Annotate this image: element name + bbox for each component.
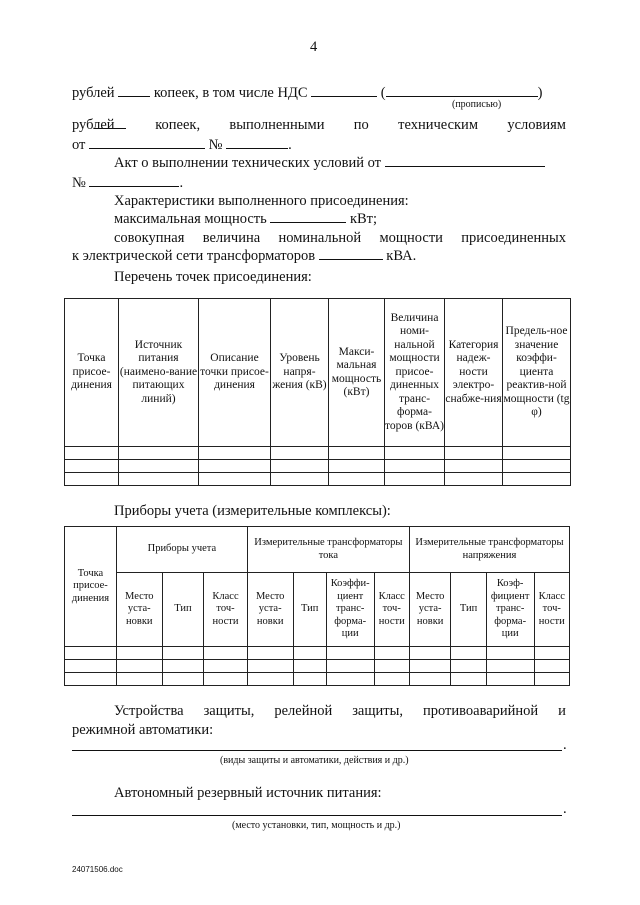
header-cell: Место уста-новки (247, 573, 293, 647)
rubles-blank-2[interactable] (94, 116, 126, 129)
max-power-unit: кВт; (349, 211, 378, 227)
header-cell: Класс точ-ности (204, 573, 248, 647)
protection-word: и (558, 703, 566, 719)
header-cell: Коэф-фициент транс-форма-ции (486, 573, 534, 647)
metering-devices-table (64, 526, 570, 686)
protection-line-1 (114, 702, 566, 720)
paren-open: ( (380, 85, 386, 101)
rubles-blank[interactable] (118, 84, 150, 97)
kopecks-word: копеек, (155, 117, 201, 133)
number-blank[interactable] (226, 136, 288, 149)
kopecks-vat-label: копеек, в том числе НДС (153, 85, 308, 101)
header-cell-point: Точка присое-динения (65, 527, 117, 647)
protection-word: защиты, (352, 703, 403, 719)
header-group-meters: Приборы учета (116, 527, 247, 573)
header-cell: Уровень напря-жения (кВ) (271, 299, 329, 447)
protection-word: Устройства (114, 703, 184, 719)
header-group-current-transformers: Измерительные трансформаторы тока (247, 527, 409, 573)
header-cell: Категория надеж-ности электро-снабже-ния (445, 299, 503, 447)
tech-conditions-line (72, 136, 292, 154)
max-power-line (114, 210, 377, 228)
aggregate-line-2 (72, 247, 416, 265)
header-cell: Тип (451, 573, 486, 647)
aggregate-line-1: совокупная величина номинальной мощности присоединенных (114, 230, 566, 246)
performed-word: выполненными (229, 117, 325, 133)
header-cell: Тип (293, 573, 326, 647)
table-row (65, 460, 571, 473)
header-cell: Класс точ-ности (534, 573, 569, 647)
table-subheader-row (65, 573, 570, 647)
header-cell: Точка присое-динения (65, 299, 119, 447)
header-group-voltage-transformers: Измерительные трансформаторы напряжения (409, 527, 569, 573)
in-words-caption: (прописью) (452, 99, 502, 110)
technical-word: техническим (398, 117, 478, 133)
header-cell: Величина номи-нальной мощности присое-диненных транс-форма-торов (кВА) (385, 299, 445, 447)
number-sign: № (208, 137, 223, 153)
header-cell: Место уста-новки (116, 573, 162, 647)
reserve-source-label: Автономный резервный источник питания: (114, 785, 382, 801)
header-cell: Предель-ное значение коэффи-циента реактив-ной мощности (tg φ) (503, 299, 571, 447)
page-number: 4 (310, 39, 318, 55)
table-header-row (65, 299, 571, 447)
conditions-word: условиям (507, 117, 566, 133)
header-cell: Источник питания (наимено-вание питающих линий) (119, 299, 199, 447)
table-row (65, 447, 571, 460)
characteristics-heading: Характеристики выполненного присоединения: (114, 193, 409, 209)
act-number-line (72, 174, 183, 192)
max-power-blank[interactable] (270, 210, 346, 223)
rubles-label: рублей (72, 85, 115, 101)
act-date-blank[interactable] (385, 154, 545, 167)
table-row (65, 473, 571, 486)
aggregate-label: к электрической сети трансформаторов (72, 248, 316, 264)
table-row (65, 660, 570, 673)
vat-blank[interactable] (311, 84, 377, 97)
header-cell: Класс точ-ности (374, 573, 409, 647)
protection-word: релейной (274, 703, 333, 719)
in-words-blank[interactable] (386, 84, 538, 97)
act-label: Акт о выполнении технических условий от (114, 155, 382, 171)
table-row (65, 647, 570, 660)
header-cell: Макси-мальная мощность (кВт) (329, 299, 385, 447)
reserve-blank-line[interactable] (72, 815, 562, 816)
paren-close: ) (537, 85, 543, 101)
header-cell: Описание точки присое-динения (199, 299, 271, 447)
protection-word: противоаварийной (422, 703, 539, 719)
period: . (288, 137, 292, 153)
act-number-blank[interactable] (89, 174, 179, 187)
protection-caption: (виды защиты и автоматики, действия и др.) (220, 755, 409, 766)
meters-heading: Приборы учета (измерительные комплексы): (114, 503, 391, 519)
payment-line-2 (72, 116, 566, 134)
date-blank[interactable] (89, 136, 205, 149)
act-period: . (179, 175, 184, 191)
reserve-caption: (место установки, тип, мощность и др.) (232, 820, 401, 831)
max-power-label: максимальная мощность (114, 211, 267, 227)
protection-period: . (563, 737, 567, 753)
header-cell: Коэффи-циент транс-форма-ции (326, 573, 374, 647)
header-cell: Тип (162, 573, 204, 647)
protection-blank-line[interactable] (72, 750, 562, 751)
footer-filename: 24071506.doc (72, 865, 123, 874)
points-heading: Перечень точек присоединения: (114, 269, 312, 285)
act-number-sign: № (72, 175, 86, 191)
table-row (65, 673, 570, 686)
from-label: от (72, 137, 86, 153)
table-header-row (65, 527, 570, 573)
act-line (114, 154, 545, 172)
connection-points-table (64, 298, 571, 486)
reserve-period: . (563, 801, 567, 817)
protection-word: защиты, (203, 703, 255, 719)
aggregate-unit: кВА. (386, 248, 417, 264)
rubles-label-2: рублей (72, 117, 115, 133)
header-cell: Место уста-новки (409, 573, 451, 647)
aggregate-blank[interactable] (319, 247, 383, 260)
protection-line-2: режимной автоматики: (72, 722, 214, 738)
by-word: по (353, 117, 369, 133)
